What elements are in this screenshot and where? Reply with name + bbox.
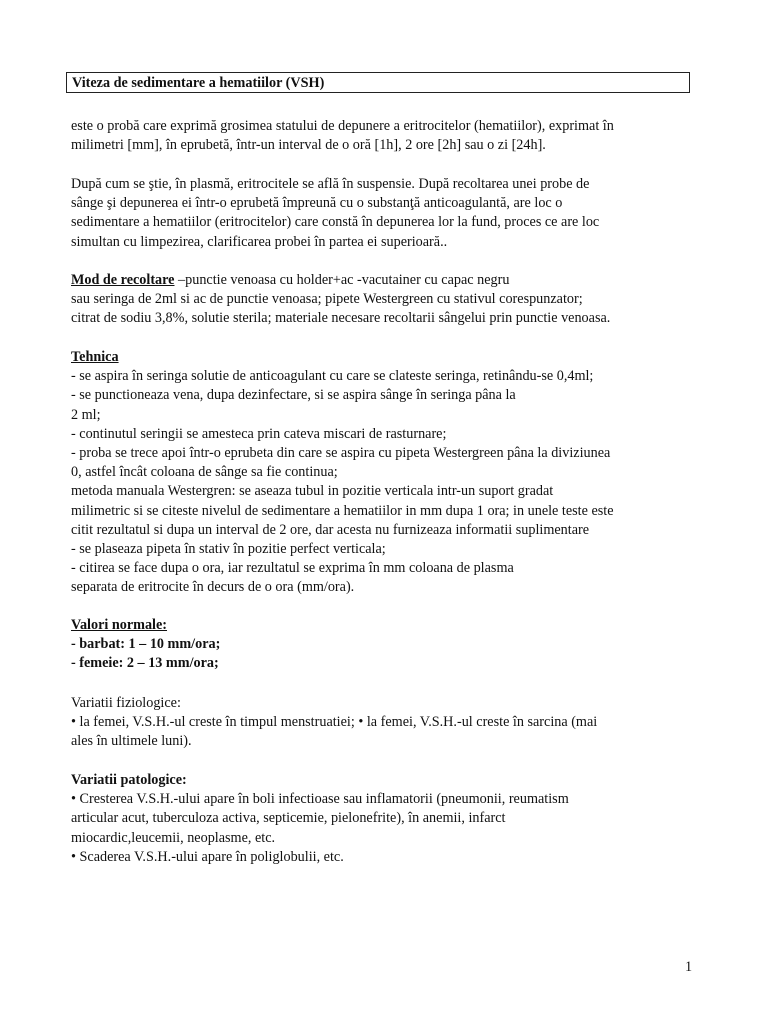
text-line: - proba se trece apoi într-o eprubeta din care se aspira cu pipeta Westergreen pâna la diviziunea	[71, 445, 611, 462]
section-heading: Tehnica	[71, 349, 119, 365]
text-line: sedimentare a hematiilor (eritrocitelor) care constă în depunerea lor la fund, proces ce are loc	[71, 214, 600, 231]
intro-paragraph	[71, 117, 711, 155]
text-line: - se punctioneaza vena, dupa dezinfectare, si se aspira sânge în seringa pâna la	[71, 387, 516, 404]
section-heading: Mod de recoltare	[71, 272, 175, 288]
text-line: sau seringa de 2ml si ac de punctie venoasa; pipete Westergreen cu stativul corespunzator;	[71, 291, 583, 308]
text-line: sânge şi depunerea ei într-o eprubetă împreună cu o substanţă anticoagulantă, are loc o	[71, 195, 563, 212]
text-line: - se aspira în seringa solutie de anticoagulant cu care se clateste seringa, retinându-se 0,4ml;	[71, 368, 594, 385]
technique-section	[71, 348, 711, 598]
sedimentation-paragraph	[71, 175, 711, 252]
pathological-variations-section	[71, 771, 711, 867]
text-line: milimetric si se citeste nivelul de sedimentare a hematiilor in mm dupa 1 ora; in unele teste este	[71, 502, 614, 519]
text-line: - continutul seringii se amesteca prin cateva miscari de rasturnare;	[71, 425, 447, 442]
normal-values-section	[71, 616, 711, 674]
text-line: ales în ultimele luni).	[71, 733, 192, 750]
physiological-variations-section	[71, 694, 711, 752]
text-line: milimetri [mm], în eprubetă, într-un interval de o oră [1h], 2 ore [2h] sau o zi [24h].	[71, 137, 546, 154]
text-line: metoda manuala Westergren: se aseaza tubul in pozitie verticala intr-un suport gradat	[71, 483, 554, 500]
page-number: 1	[685, 959, 693, 975]
section-heading: Valori normale:	[71, 617, 168, 633]
text-line: este o probă care exprimă grosimea statului de depunere a eritrocitelor (hematiilor), exprimat în	[71, 118, 614, 134]
text-line: miocardic,leucemii, neoplasme, etc.	[71, 829, 276, 846]
text-line: - se plaseaza pipeta în stativ în pozitie perfect verticala;	[71, 541, 386, 558]
text-line: citit rezultatul si dupa un interval de 2 ore, dar acesta nu furnizeaza informatii suplimentare	[71, 521, 590, 538]
text-line: separata de eritrocite în decurs de o ora (mm/ora).	[71, 579, 355, 596]
text-line: • Scaderea V.S.H.-ului apare în poliglobulii, etc.	[71, 848, 344, 865]
collection-first-line	[71, 271, 711, 290]
text-line: articular acut, tuberculoza activa, septicemie, pielonefrite), în anemii, infarct	[71, 810, 506, 827]
collection-method-section	[71, 271, 711, 329]
text-line: 0, astfel încât coloana de sânge sa fie continua;	[71, 464, 338, 481]
text-segment: –punctie venoasa cu holder+ac -vacutainer cu capac negru	[174, 272, 510, 288]
text-line: 2 ml;	[71, 406, 101, 423]
text-line: - barbat: 1 – 10 mm/ora;	[71, 636, 221, 653]
text-line: După cum se ştie, în plasmă, eritrocitele se află în suspensie. După recoltarea unei probe de	[71, 176, 590, 192]
text-line: simultan cu limpezirea, clarificarea probei în partea ei superioară..	[71, 233, 448, 250]
text-line: • la femei, V.S.H.-ul creste în timpul menstruatiei; • la femei, V.S.H.-ul creste în sarcina (mai	[71, 714, 598, 731]
text-line: • Cresterea V.S.H.-ului apare în boli infectioase sau inflamatorii (pneumonii, reumatism	[71, 791, 569, 808]
document-title: Viteza de sedimentare a hematiilor (VSH)	[66, 72, 690, 93]
section-heading: Variatii fiziologice:	[71, 695, 181, 711]
text-line: - femeie: 2 – 13 mm/ora;	[71, 655, 219, 672]
text-line: citrat de sodiu 3,8%, solutie sterila; materiale necesare recoltarii sângelui prin punctie venoasa.	[71, 310, 611, 327]
section-heading: Variatii patologice:	[71, 772, 187, 788]
text-line: - citirea se face dupa o ora, iar rezultatul se exprima în mm coloana de plasma	[71, 560, 514, 577]
